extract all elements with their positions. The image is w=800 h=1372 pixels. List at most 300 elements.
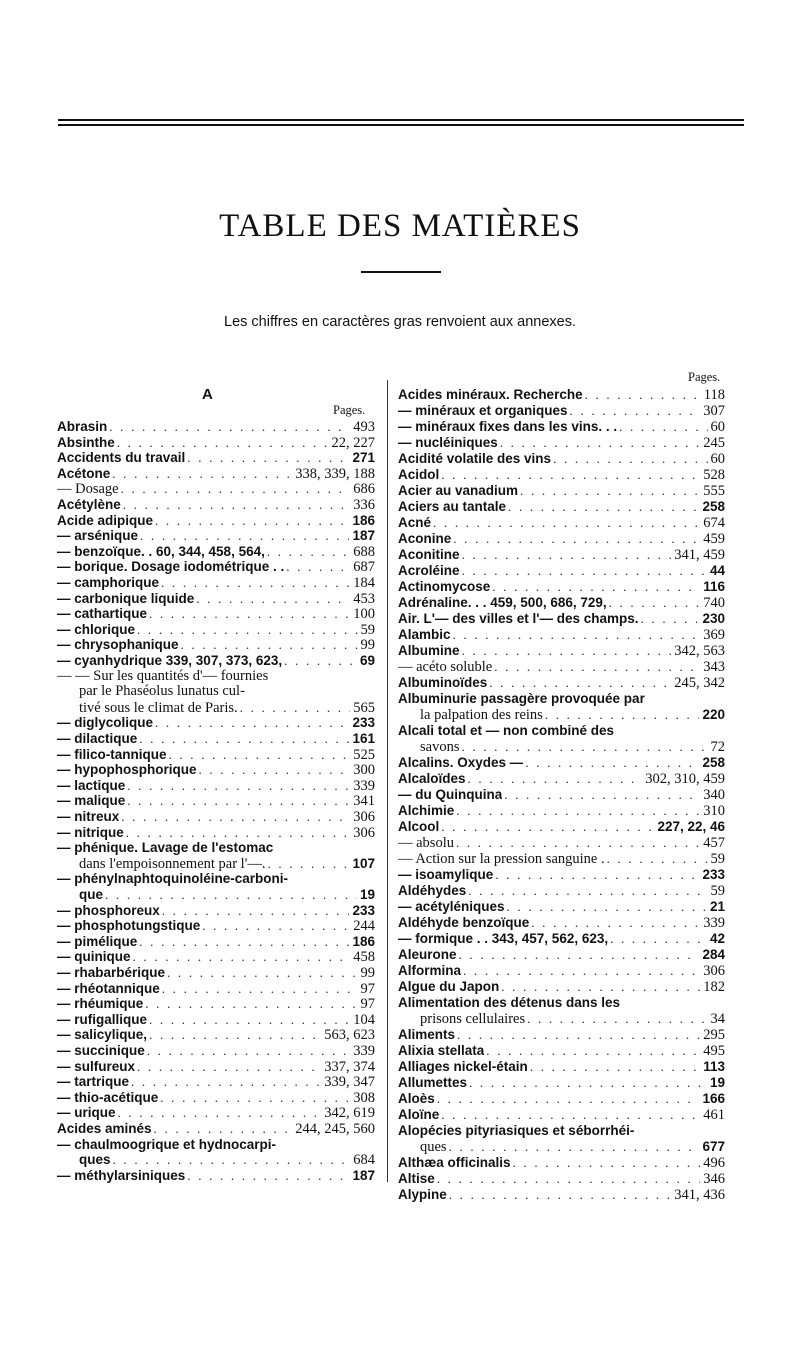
entry-pages: 233 — [352, 902, 375, 918]
entry-pages: 244 — [353, 918, 375, 935]
entry-term: — borique. Dosage iodométrique . . — [57, 559, 285, 575]
entry-term: tivé sous le climat de Paris. — [79, 699, 238, 716]
index-entry — [57, 1026, 375, 1043]
dot-leader — [116, 1104, 322, 1121]
entry-pages: 258 — [702, 499, 725, 514]
dot-leader — [147, 1026, 321, 1043]
entry-pages: 342, 619 — [324, 1105, 375, 1122]
entry-term: — Dosage — [57, 481, 119, 498]
dot-leader — [138, 527, 349, 544]
index-entry — [398, 578, 725, 595]
index-entry — [398, 802, 725, 819]
entry-pages: 182 — [703, 979, 725, 995]
dot-leader — [160, 980, 358, 997]
index-entry — [57, 1011, 375, 1028]
index-entry — [57, 870, 375, 887]
entry-pages: 525 — [353, 746, 375, 763]
entry-term: — acéto soluble — [398, 659, 493, 675]
entry-term: — carbonique liquide — [57, 590, 195, 606]
index-entry — [398, 594, 725, 611]
index-entry — [398, 1106, 725, 1123]
entry-term: — minéraux fixes dans les vins. . . — [398, 419, 618, 434]
index-entry — [57, 1167, 375, 1184]
dot-leader — [153, 714, 349, 731]
entry-pages: 59 — [360, 621, 375, 638]
index-entry — [57, 1136, 375, 1153]
dot-leader — [131, 948, 351, 965]
index-entry — [57, 808, 375, 825]
entry-pages: 740 — [703, 595, 725, 611]
dot-leader — [158, 1089, 350, 1106]
index-entry — [398, 850, 725, 867]
index-entry — [398, 1042, 725, 1059]
index-entry — [398, 898, 725, 915]
index-entry — [398, 498, 725, 515]
entry-term: Aliments — [398, 1027, 456, 1042]
entry-pages: 21 — [709, 899, 725, 914]
entry-term: Alimentation des détenus dans les — [398, 995, 621, 1010]
entry-pages: 100 — [353, 606, 375, 623]
entry-term: Acétone — [57, 465, 111, 481]
entry-term: Acidité volatile des vins — [398, 451, 552, 466]
dot-leader — [484, 1042, 700, 1059]
entry-term: la palpation des reins — [420, 707, 543, 723]
entry-term: Acidol — [398, 467, 440, 482]
entry-pages: 107 — [352, 855, 375, 871]
index-entry — [57, 933, 375, 950]
index-entry — [398, 514, 725, 531]
index-entry — [398, 946, 725, 963]
entry-pages: 186 — [352, 512, 375, 528]
entry-term: — camphorique — [57, 575, 160, 590]
entry-term: Altise — [398, 1171, 435, 1186]
dot-leader — [467, 1074, 707, 1091]
entry-pages: 118 — [703, 387, 725, 403]
entry-term: — rhabarbérique — [57, 965, 166, 980]
entry-term: Acides minéraux. Recherche — [398, 387, 583, 402]
entry-pages: 563, 623 — [324, 1027, 375, 1044]
entry-term: dans l'empoisonnement par l'—. — [79, 855, 266, 872]
dot-leader — [435, 1090, 700, 1107]
entry-pages: 295 — [703, 1027, 725, 1043]
index-entry — [398, 1122, 725, 1139]
index-entry — [57, 652, 375, 669]
entry-term: Alliages nickel-étain — [398, 1059, 528, 1074]
bold-pages-note: Les chiffres en caractères gras renvoient aux annexes. — [224, 314, 576, 330]
dot-leader — [147, 605, 350, 622]
entry-pages: 339 — [703, 915, 725, 931]
index-entry — [398, 1186, 725, 1203]
entry-pages: 346 — [703, 1171, 725, 1187]
entry-pages: 339 — [353, 1043, 375, 1059]
entry-term: ques — [420, 1139, 447, 1155]
entry-pages: 340 — [703, 787, 725, 803]
entry-pages: 97 — [360, 996, 375, 1013]
index-entry — [57, 1151, 375, 1168]
index-entry — [398, 1170, 725, 1187]
dot-leader — [605, 850, 708, 867]
index-entry — [398, 402, 725, 419]
entry-term: Aciers au tantale — [398, 499, 507, 514]
entry-term: — méthylarsiniques — [57, 1167, 186, 1183]
entry-term: Alcali total et — non combiné des — [398, 723, 615, 738]
dot-leader — [499, 978, 700, 995]
dot-leader — [265, 543, 350, 560]
index-entry — [57, 1073, 375, 1090]
index-entry — [57, 824, 375, 841]
entry-pages: 245, 342 — [674, 675, 725, 691]
index-entry — [57, 434, 375, 451]
index-entry — [398, 530, 725, 547]
entry-term: Aconitine — [398, 547, 460, 562]
dot-leader — [125, 792, 350, 809]
entry-term: que — [79, 887, 104, 902]
entry-term: — lactique — [57, 777, 126, 793]
dot-leader — [153, 512, 349, 529]
entry-pages: 341, 459 — [674, 547, 725, 563]
index-entry — [57, 449, 375, 466]
entry-term: — chrysophanique — [57, 637, 179, 653]
index-entry — [398, 466, 725, 483]
entry-term: — thio-acétique — [57, 1089, 159, 1105]
index-entry — [57, 886, 375, 903]
entry-pages: 59 — [710, 883, 725, 899]
index-entry — [57, 855, 375, 872]
entry-pages: 369 — [703, 627, 725, 643]
index-entry — [57, 527, 375, 544]
dot-leader — [147, 1011, 350, 1028]
entry-term: — nucléiniques — [398, 435, 498, 450]
entry-term: — isoamylique — [398, 867, 494, 882]
entry-term: — acétyléniques — [398, 899, 505, 914]
entry-pages: 684 — [353, 1152, 375, 1169]
dot-leader — [451, 626, 701, 643]
entry-pages: 338, 339, 188 — [295, 465, 375, 482]
index-entry — [398, 434, 725, 451]
entry-term: Albumine — [398, 643, 460, 658]
index-entry — [398, 722, 725, 739]
entry-term: — — Sur les quantités d'— fournies — [57, 667, 269, 684]
dot-leader — [115, 434, 329, 451]
entry-pages: 306 — [703, 963, 725, 979]
index-entry — [57, 465, 375, 482]
index-entry — [398, 674, 725, 691]
dot-leader — [460, 546, 672, 563]
entry-term: Acides aminés — [57, 1121, 152, 1136]
entry-pages: 230 — [702, 611, 725, 626]
index-entry — [398, 1138, 725, 1155]
entry-pages: 271 — [352, 450, 375, 466]
dot-leader — [152, 1120, 293, 1137]
index-entry — [57, 839, 375, 856]
index-entry — [398, 546, 725, 563]
index-entry — [398, 962, 725, 979]
entry-term: Alformina — [398, 963, 462, 978]
entry-term: par le Phaséolus lunatus cul- — [79, 683, 245, 700]
dot-leader — [159, 574, 350, 591]
index-entry — [57, 683, 375, 700]
index-entry — [57, 730, 375, 747]
entry-term: Althæa officinalis — [398, 1155, 511, 1170]
entry-term: ques — [79, 1152, 111, 1168]
index-entry — [57, 995, 375, 1012]
dot-leader — [110, 465, 292, 482]
column-divider — [387, 380, 388, 1182]
entry-term: savons — [420, 739, 460, 755]
entry-term: — formique . . 343, 457, 562, 623, — [398, 931, 609, 946]
entry-term: — quinique — [57, 949, 131, 965]
entry-pages: 555 — [703, 483, 725, 499]
index-entry — [398, 914, 725, 931]
dot-leader — [583, 386, 701, 403]
index-entry — [57, 496, 375, 513]
entry-term: — rufigallique — [57, 1011, 148, 1027]
index-entry — [57, 605, 375, 622]
dot-leader — [197, 761, 351, 778]
dot-leader — [505, 898, 707, 915]
index-entry — [398, 706, 725, 723]
dot-leader — [454, 834, 700, 851]
entry-pages: 341, 436 — [674, 1187, 725, 1203]
entry-pages: 97 — [360, 980, 375, 997]
entry-term: — arsénique — [57, 528, 139, 544]
entry-term: — du Quinquina — [398, 787, 503, 802]
index-entry — [398, 818, 725, 835]
entry-pages: 245 — [703, 435, 725, 451]
dot-leader — [145, 1042, 350, 1059]
index-entry — [57, 792, 375, 809]
index-entry — [398, 786, 725, 803]
entry-term: — filico-tannique — [57, 746, 167, 762]
entry-term: Accidents du travail — [57, 450, 186, 466]
entry-term: Alchimie — [398, 803, 455, 818]
index-entry — [398, 450, 725, 467]
dot-leader — [617, 418, 707, 435]
index-entry — [57, 917, 375, 934]
dot-leader — [506, 498, 699, 515]
dot-leader — [502, 786, 700, 803]
index-entry — [398, 882, 725, 899]
dot-leader — [124, 824, 351, 841]
entry-term: Acroléine — [398, 563, 460, 578]
title-rule — [361, 271, 441, 273]
entry-term: — sulfureux — [57, 1058, 136, 1074]
index-entry — [398, 866, 725, 883]
entry-pages: 59 — [710, 851, 725, 867]
index-entry — [398, 642, 725, 659]
dot-leader — [493, 866, 699, 883]
entry-pages: 310 — [703, 803, 725, 819]
entry-term: Actinomycose — [398, 579, 491, 594]
entry-pages: 686 — [353, 481, 375, 498]
entry-pages: 306 — [353, 824, 375, 841]
dot-leader — [455, 1026, 700, 1043]
index-entry — [57, 574, 375, 591]
dot-leader — [511, 1154, 701, 1171]
entry-term: — malique — [57, 793, 126, 809]
dot-leader — [528, 1058, 700, 1075]
entry-pages: 457 — [703, 835, 725, 851]
entry-term: — rhéumique — [57, 996, 144, 1012]
entry-pages: 453 — [353, 590, 375, 607]
entry-pages: 184 — [353, 575, 375, 591]
entry-term: — cyanhydrique 339, 307, 373, 623, — [57, 653, 283, 668]
dot-leader — [459, 738, 707, 755]
dot-leader — [639, 610, 700, 627]
entry-term: — salicylique, — [57, 1027, 148, 1043]
dot-leader — [529, 914, 700, 931]
entry-term: Alcaloïdes — [398, 771, 466, 786]
entry-pages: 496 — [703, 1155, 725, 1171]
entry-pages: 99 — [360, 637, 375, 654]
entry-term: — hypophosphorique — [57, 762, 197, 778]
dot-leader — [137, 730, 349, 747]
dot-leader — [121, 496, 350, 513]
top-rule-2 — [58, 124, 744, 126]
dot-leader — [194, 590, 350, 607]
dot-leader — [107, 418, 350, 435]
entry-pages: 339 — [353, 777, 375, 794]
entry-pages: 60 — [710, 451, 725, 467]
dot-leader — [431, 514, 700, 531]
dot-leader — [492, 658, 700, 675]
entry-term: — diglycolique — [57, 715, 154, 731]
entry-term: Abrasin — [57, 419, 108, 434]
entry-term: — nitreux — [57, 809, 120, 824]
dot-leader — [518, 482, 700, 499]
dot-leader — [525, 1010, 707, 1027]
entry-term: — chaulmoogrique et hydnocarpi- — [57, 1136, 277, 1152]
index-entry — [398, 738, 725, 755]
entry-term: Aldéhyde benzoïque — [398, 915, 530, 930]
entry-term: prisons cellulaires — [420, 1011, 526, 1027]
dot-leader — [490, 578, 700, 595]
entry-term: Algue du Japon — [398, 979, 500, 994]
entry-pages: 495 — [703, 1043, 725, 1059]
dot-leader — [160, 902, 350, 919]
entry-pages: 258 — [702, 755, 725, 770]
dot-leader — [451, 530, 700, 547]
dot-leader — [461, 962, 700, 979]
index-entry — [57, 761, 375, 778]
entry-term: Aloïne — [398, 1107, 440, 1122]
entry-pages: 72 — [710, 739, 725, 755]
entry-term: Alopécies pityriasiques et séborrhéi- — [398, 1123, 635, 1138]
index-entry — [57, 480, 375, 497]
entry-pages: 342, 563 — [674, 643, 725, 659]
entry-pages: 233 — [702, 867, 725, 882]
entry-term: — rhéotannique — [57, 980, 160, 996]
entry-term: — absolu — [398, 835, 454, 851]
entry-pages: 493 — [353, 419, 375, 435]
dot-leader — [568, 402, 701, 419]
entry-pages: 300 — [353, 762, 375, 779]
dot-leader — [487, 674, 671, 691]
dot-leader — [185, 1167, 349, 1184]
dot-leader — [135, 621, 357, 638]
index-entry — [57, 714, 375, 731]
dot-leader — [439, 818, 654, 835]
index-entry — [398, 1010, 725, 1027]
index-entry — [57, 621, 375, 638]
entry-term: — phosphoreux — [57, 902, 160, 918]
entry-term: — urique — [57, 1105, 116, 1121]
dot-leader — [439, 1106, 700, 1123]
entry-term: Air. L'— des villes et l'— des champs. — [398, 611, 639, 626]
dot-leader — [282, 652, 357, 669]
entry-pages: 42 — [709, 931, 725, 946]
dot-leader — [498, 434, 700, 451]
entry-pages: 60 — [710, 419, 725, 435]
dot-leader — [454, 802, 700, 819]
index-entry — [57, 1058, 375, 1075]
entry-pages: 22, 227 — [331, 434, 375, 451]
dot-leader — [435, 1170, 700, 1187]
index-entry — [57, 964, 375, 981]
dot-leader — [200, 917, 350, 934]
entry-term: — benzoïque. . 60, 344, 458, 564, — [57, 543, 265, 559]
index-entry — [57, 590, 375, 607]
index-entry — [57, 948, 375, 965]
entry-term: Acier au vanadium — [398, 483, 519, 498]
index-entry — [57, 418, 375, 435]
dot-leader — [238, 699, 351, 716]
entry-pages: 674 — [703, 515, 725, 531]
entry-pages: 113 — [703, 1059, 725, 1074]
index-entry — [57, 1104, 375, 1121]
entry-pages: 19 — [709, 1075, 725, 1090]
entry-term: — cathartique — [57, 606, 148, 622]
index-entry — [398, 770, 725, 787]
entry-pages: 565 — [353, 699, 375, 716]
entry-pages: 187 — [352, 528, 375, 544]
dot-leader — [111, 1151, 351, 1168]
index-entry — [398, 658, 725, 675]
entry-term: Alypine — [398, 1187, 447, 1202]
entry-term: — succinique — [57, 1043, 145, 1058]
index-entry — [57, 668, 375, 685]
entry-pages: 307 — [703, 403, 725, 419]
entry-term: Aconine — [398, 531, 452, 546]
dot-leader — [543, 706, 700, 723]
entry-term: Acné — [398, 515, 432, 530]
index-entry — [57, 543, 375, 560]
entry-pages: 343 — [703, 659, 725, 675]
entry-pages: 244, 245, 560 — [295, 1121, 375, 1137]
dot-leader — [185, 449, 349, 466]
dot-leader — [125, 777, 350, 794]
dot-leader — [447, 1186, 671, 1203]
entry-term: — phosphotungstique — [57, 918, 201, 934]
entry-term: — minéraux et organiques — [398, 403, 568, 418]
index-entry — [398, 754, 725, 771]
dot-leader — [439, 466, 700, 483]
dot-leader — [466, 770, 643, 787]
index-entry — [398, 482, 725, 499]
dot-leader — [460, 642, 672, 659]
dot-leader — [607, 594, 701, 611]
entry-pages: 687 — [353, 559, 375, 576]
entry-pages: 19 — [359, 887, 375, 902]
index-entry — [398, 930, 725, 947]
index-entry — [398, 610, 725, 627]
entry-pages: 339, 347 — [324, 1074, 375, 1091]
index-entry — [57, 558, 375, 575]
dot-leader — [265, 855, 349, 872]
index-entry — [398, 1026, 725, 1043]
entry-pages: 116 — [703, 579, 725, 594]
index-entry — [398, 626, 725, 643]
